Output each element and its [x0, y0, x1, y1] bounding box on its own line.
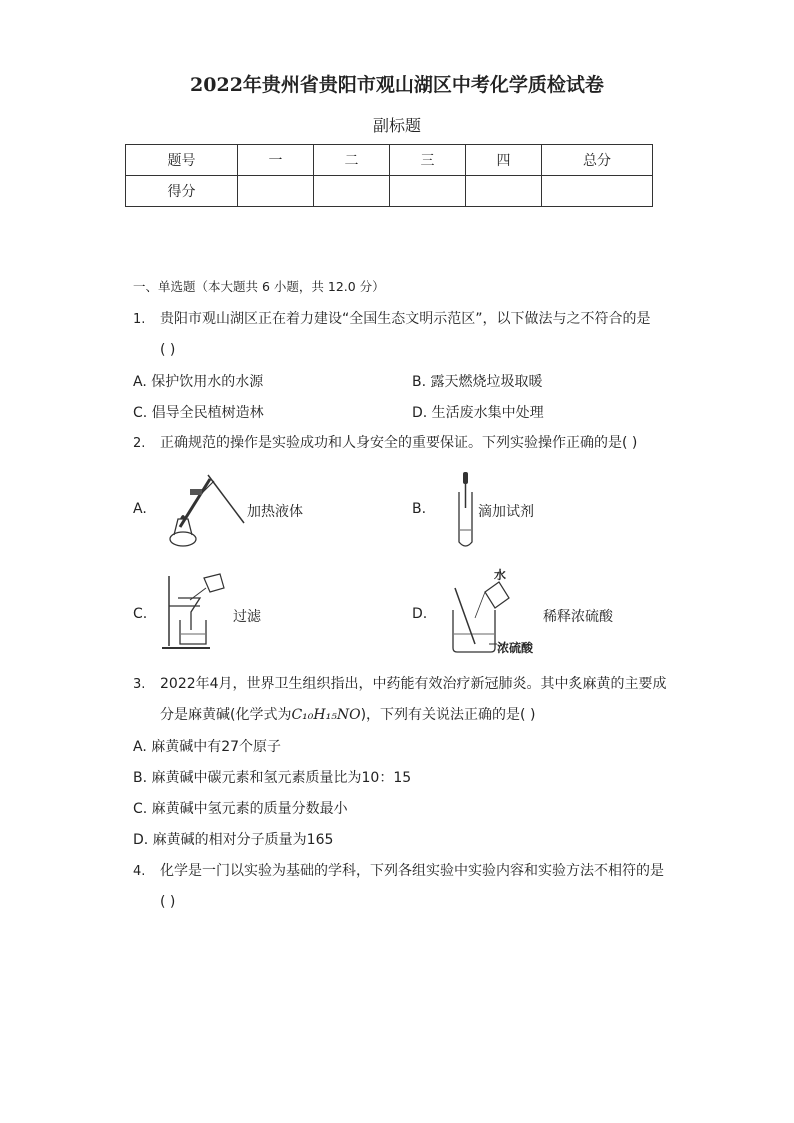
- filtration-figure: [160, 572, 230, 652]
- score-cell[interactable]: [542, 176, 653, 207]
- q1-option-c[interactable]: C. 倡导全民植树造林: [133, 405, 264, 421]
- q1-option-b[interactable]: B. 露天燃烧垃圾取暖: [412, 374, 543, 390]
- score-header-cell: 总分: [542, 145, 653, 176]
- q2-option-c-letter[interactable]: C.: [133, 606, 148, 622]
- section-heading: 一、单选题（本大题共 6 小题，共 12.0 分）: [133, 279, 385, 294]
- score-table-header-row: [126, 145, 653, 176]
- q2-option-a-label: 加热液体: [247, 504, 303, 520]
- score-cell[interactable]: [390, 176, 466, 207]
- score-row-label: 得分: [126, 176, 238, 207]
- question-3-line2-post: )，下列有关说法正确的是( ): [360, 707, 536, 723]
- q2-option-b-letter[interactable]: B.: [412, 501, 427, 517]
- q2-water-label: 水: [494, 568, 507, 582]
- score-header-cell: 二: [314, 145, 390, 176]
- score-header-cell: 四: [466, 145, 542, 176]
- question-4-text: 化学是一门以实验为基础的学科，下列各组实验中实验内容和实验方法不相符的是: [160, 863, 664, 879]
- question-3-line2: [160, 705, 535, 725]
- question-3-line2-pre: 分是麻黄碱(化学式为: [160, 707, 292, 723]
- exam-subtitle: 副标题: [372, 116, 421, 135]
- question-4-paren: ( ): [160, 894, 176, 910]
- question-number: 3.: [133, 677, 146, 692]
- score-cell[interactable]: [238, 176, 314, 207]
- q1-option-d[interactable]: D. 生活废水集中处理: [412, 405, 544, 421]
- q3-option-d[interactable]: D. 麻黄碱的相对分子质量为165: [133, 832, 334, 848]
- q2-option-a-letter[interactable]: A.: [133, 501, 147, 517]
- heating-liquid-figure: [162, 471, 247, 553]
- q3-option-c[interactable]: C. 麻黄碱中氢元素的质量分数最小: [133, 801, 348, 817]
- q2-option-d-letter[interactable]: D.: [412, 606, 428, 622]
- question-2-text: 正确规范的操作是实验成功和人身安全的重要保证。下列实验操作正确的是( ): [160, 435, 638, 451]
- score-cell[interactable]: [466, 176, 542, 207]
- q2-option-c-label: 过滤: [233, 609, 261, 625]
- question-number: 2.: [133, 436, 146, 451]
- score-header-cell: 题号: [126, 145, 238, 176]
- q3-option-a[interactable]: A. 麻黄碱中有27个原子: [133, 739, 282, 755]
- q2-option-b-label: 滴加试剂: [478, 504, 534, 520]
- q2-option-d-label: 稀释浓硫酸: [543, 609, 613, 625]
- dropper-figure: [455, 470, 477, 550]
- question-1-paren: ( ): [160, 342, 176, 358]
- question-number: 4.: [133, 864, 146, 879]
- chemical-formula: C₁₀H₁₅NO: [291, 707, 361, 723]
- score-table-score-row: [126, 176, 653, 207]
- q1-option-a[interactable]: A. 保护饮用水的水源: [133, 374, 264, 390]
- question-1-text: 贵阳市观山湖区正在着力建设“全国生态文明示范区”，以下做法与之不符合的是: [160, 311, 651, 327]
- score-table: [125, 144, 653, 207]
- question-3-text: 2022年4月，世界卫生组织指出，中药能有效治疗新冠肺炎。其中炙麻黄的主要成: [160, 676, 667, 692]
- exam-title: 2022年贵州省贵阳市观山湖区中考化学质检试卷: [190, 74, 604, 96]
- question-number: 1.: [133, 312, 146, 327]
- score-header-cell: 一: [238, 145, 314, 176]
- score-cell[interactable]: [314, 176, 390, 207]
- q2-acid-label: 浓硫酸: [497, 641, 534, 655]
- score-header-cell: 三: [390, 145, 466, 176]
- q3-option-b[interactable]: B. 麻黄碱中碳元素和氢元素质量比为10：15: [133, 770, 412, 786]
